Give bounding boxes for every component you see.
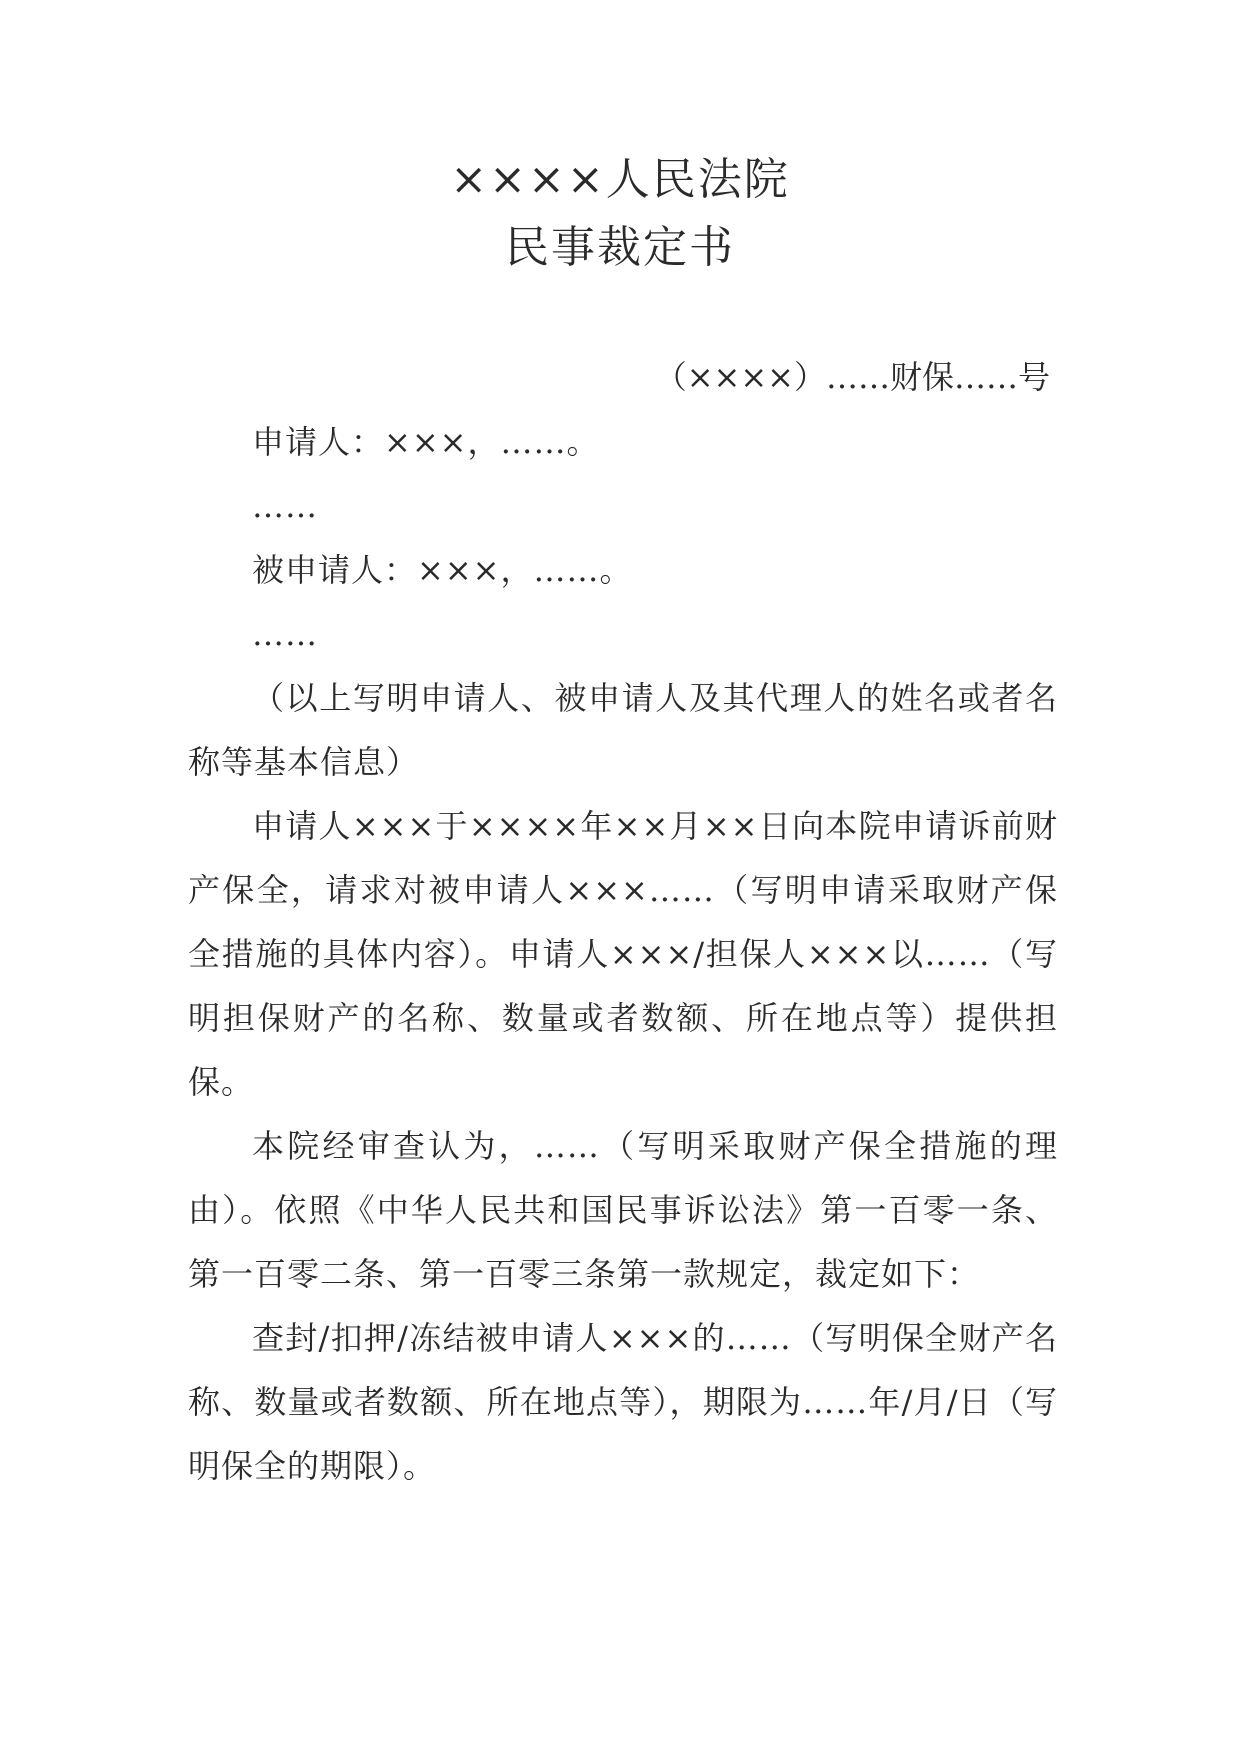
ruling-paragraph: 查封/扣押/冻结被申请人×××的……（写明保全财产名称、数量或者数额、所在地点等），期限为……年/月/日（写明保全的期限）。 (188, 1319, 1058, 1485)
applicant-line: 申请人：×××，……。 (252, 423, 600, 461)
parties-note: （以上写明申请人、被申请人及其代理人的姓名或者名称等基本信息） (188, 679, 1058, 781)
court-name-heading: ××××人民法院 (450, 154, 790, 205)
document-type-heading: 民事裁定书 (505, 222, 735, 273)
document-body (188, 410, 1058, 1498)
case-number: （××××）……财保……号 (654, 358, 1050, 396)
application-paragraph: 申请人×××于××××年××月××日向本院申请诉前财产保全，请求对被申请人×××……（写明申请采取财产保全措施的具体内容）。申请人×××/担保人×××以……（写明担保财产的名称、数量或者数额、所在地点等）提供担保。 (188, 807, 1058, 1101)
respondent-line: 被申请人：×××，……。 (252, 551, 633, 589)
reasoning-paragraph: 本院经审查认为，……（写明采取财产保全措施的理由）。依照《中华人民共和国民事诉讼法》第一百零一条、第一百零二条、第一百零三条第一款规定，裁定如下： (188, 1127, 1058, 1293)
respondent-ellipsis: …… (252, 615, 318, 653)
applicant-ellipsis: …… (252, 487, 318, 525)
